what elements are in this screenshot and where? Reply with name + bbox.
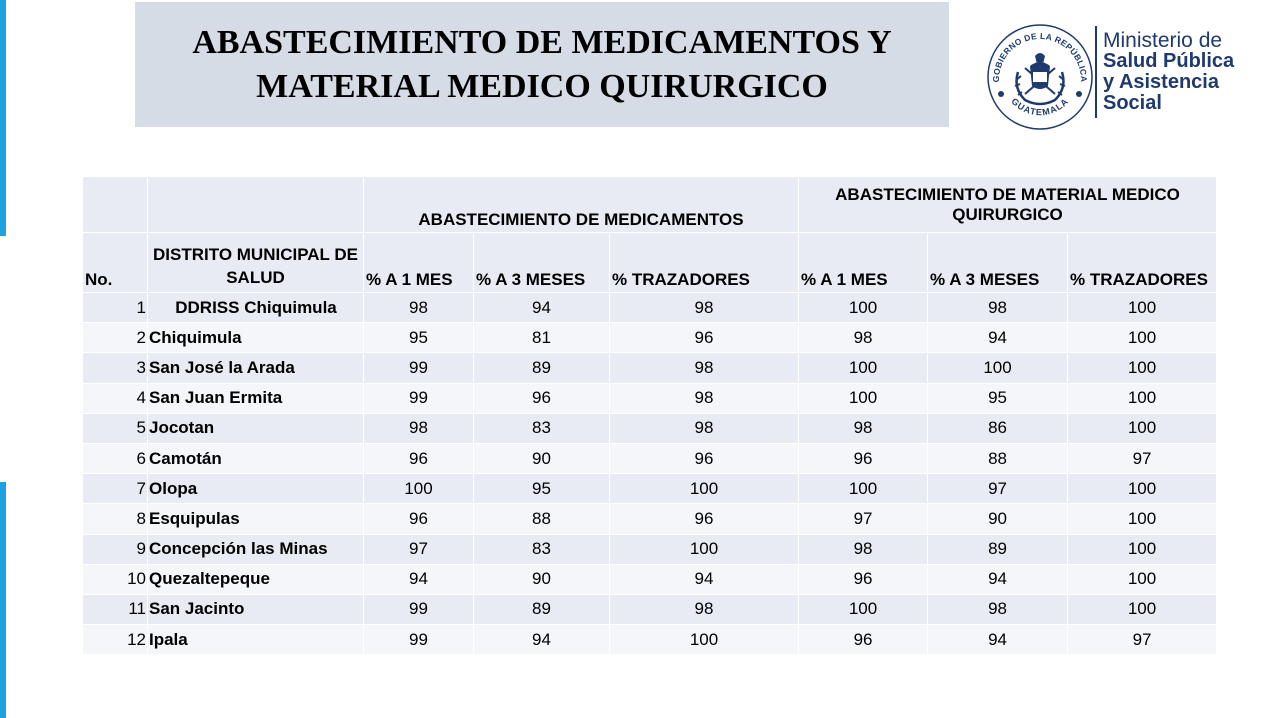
cell-distrito: San Juan Ermita (148, 383, 364, 413)
cell-med-trazadores: 98 (610, 383, 799, 413)
cell-mat-trazadores: 100 (1068, 413, 1217, 443)
cell-mat-1-mes: 98 (799, 534, 928, 564)
cell-med-trazadores: 98 (610, 293, 799, 323)
cell-distrito: Ipala (148, 625, 364, 655)
cell-med-trazadores: 96 (610, 504, 799, 534)
cell-no: 6 (83, 443, 148, 473)
cell-med-1-mes: 96 (364, 504, 474, 534)
cell-mat-1-mes: 100 (799, 474, 928, 504)
cell-no: 4 (83, 383, 148, 413)
col-header-mat-trazadores: % TRAZADORES (1068, 233, 1217, 293)
cell-med-3-meses: 81 (474, 323, 610, 353)
cell-distrito: Camotán (148, 443, 364, 473)
cell-mat-trazadores: 100 (1068, 293, 1217, 323)
column-header-row (83, 233, 1217, 293)
cell-no: 10 (83, 564, 148, 594)
cell-med-3-meses: 89 (474, 594, 610, 624)
cell-distrito: San José la Arada (148, 353, 364, 383)
ministry-line-3: y Asistencia (1103, 71, 1219, 93)
cell-mat-trazadores: 100 (1068, 323, 1217, 353)
cell-med-3-meses: 95 (474, 474, 610, 504)
table-row (83, 564, 1217, 594)
cell-med-1-mes: 99 (364, 594, 474, 624)
cell-distrito: DDRISS Chiquimula (148, 293, 364, 323)
cell-med-3-meses: 83 (474, 413, 610, 443)
col-header-mat-1-mes: % A 1 MES (799, 233, 928, 293)
col-header-mat-3-meses: % A 3 MESES (928, 233, 1068, 293)
cell-distrito: Concepción las Minas (148, 534, 364, 564)
cell-mat-trazadores: 100 (1068, 534, 1217, 564)
cell-mat-trazadores: 100 (1068, 564, 1217, 594)
cell-mat-trazadores: 100 (1068, 353, 1217, 383)
ministry-line-2: Salud Pública (1103, 50, 1235, 72)
table-row (83, 504, 1217, 534)
col-header-no: No. (83, 233, 148, 293)
cell-no: 3 (83, 353, 148, 383)
cell-mat-1-mes: 97 (799, 504, 928, 534)
cell-distrito: Chiquimula (148, 323, 364, 353)
cell-med-1-mes: 98 (364, 413, 474, 443)
cell-med-trazadores: 96 (610, 323, 799, 353)
col-header-med-3-meses: % A 3 MESES (474, 233, 610, 293)
cell-mat-3-meses: 94 (928, 323, 1068, 353)
ministry-line-4: Social (1103, 92, 1162, 114)
table-row (83, 474, 1217, 504)
cell-distrito: Jocotan (148, 413, 364, 443)
table-row (83, 625, 1217, 655)
cell-mat-1-mes: 96 (799, 564, 928, 594)
cell-med-3-meses: 94 (474, 625, 610, 655)
cell-med-trazadores: 98 (610, 594, 799, 624)
cell-mat-3-meses: 88 (928, 443, 1068, 473)
group-header-row (83, 177, 1217, 233)
cell-mat-trazadores: 97 (1068, 443, 1217, 473)
seal-top-text: GOBIERNO DE LA REPÚBLICA (990, 30, 1090, 83)
cell-mat-1-mes: 100 (799, 594, 928, 624)
cell-mat-3-meses: 94 (928, 564, 1068, 594)
cell-distrito: Quezaltepeque (148, 564, 364, 594)
cell-med-trazadores: 100 (610, 474, 799, 504)
cell-no: 11 (83, 594, 148, 624)
cell-med-1-mes: 94 (364, 564, 474, 594)
cell-mat-1-mes: 96 (799, 625, 928, 655)
cell-med-1-mes: 96 (364, 443, 474, 473)
cell-mat-1-mes: 100 (799, 353, 928, 383)
table-row (83, 383, 1217, 413)
cell-mat-trazadores: 97 (1068, 625, 1217, 655)
cell-med-3-meses: 96 (474, 383, 610, 413)
cell-med-1-mes: 99 (364, 383, 474, 413)
cell-no: 12 (83, 625, 148, 655)
group-header-material: ABASTECIMIENTO DE MATERIAL MEDICO QUIRURGICO (799, 177, 1217, 233)
cell-med-trazadores: 100 (610, 625, 799, 655)
cell-no: 9 (83, 534, 148, 564)
cell-med-3-meses: 83 (474, 534, 610, 564)
cell-med-1-mes: 97 (364, 534, 474, 564)
cell-med-3-meses: 89 (474, 353, 610, 383)
cell-mat-3-meses: 95 (928, 383, 1068, 413)
accent-bar-top (0, 0, 6, 236)
cell-mat-1-mes: 98 (799, 413, 928, 443)
col-header-med-1-mes: % A 1 MES (364, 233, 474, 293)
cell-mat-3-meses: 97 (928, 474, 1068, 504)
cell-med-trazadores: 94 (610, 564, 799, 594)
supply-table (82, 176, 1217, 655)
accent-bar-bottom (0, 482, 6, 718)
cell-med-trazadores: 100 (610, 534, 799, 564)
cell-no: 5 (83, 413, 148, 443)
cell-med-1-mes: 95 (364, 323, 474, 353)
cell-distrito: Esquipulas (148, 504, 364, 534)
cell-med-trazadores: 98 (610, 413, 799, 443)
cell-med-1-mes: 99 (364, 353, 474, 383)
table-row (83, 534, 1217, 564)
cell-med-1-mes: 99 (364, 625, 474, 655)
group-header-medicamentos: ABASTECIMIENTO DE MEDICAMENTOS (364, 177, 799, 233)
table-row (83, 413, 1217, 443)
cell-mat-1-mes: 100 (799, 383, 928, 413)
cell-med-3-meses: 90 (474, 564, 610, 594)
cell-mat-1-mes: 96 (799, 443, 928, 473)
coat-of-arms-seal-icon (985, 22, 1095, 132)
cell-mat-1-mes: 98 (799, 323, 928, 353)
cell-med-3-meses: 88 (474, 504, 610, 534)
cell-med-trazadores: 98 (610, 353, 799, 383)
table-row (83, 353, 1217, 383)
cell-mat-3-meses: 90 (928, 504, 1068, 534)
table-row (83, 443, 1217, 473)
page-title-line-2: MATERIAL MEDICO QUIRURGICO (256, 67, 828, 105)
table-row (83, 594, 1217, 624)
title-banner (135, 2, 949, 127)
empty-header-cell (83, 177, 148, 233)
table-row (83, 323, 1217, 353)
cell-no: 7 (83, 474, 148, 504)
cell-med-3-meses: 90 (474, 443, 610, 473)
cell-mat-3-meses: 94 (928, 625, 1068, 655)
page-title-line-1: ABASTECIMIENTO DE MEDICAMENTOS Y (192, 23, 892, 61)
ministry-logo (985, 22, 1250, 132)
cell-no: 1 (83, 293, 148, 323)
cell-mat-trazadores: 100 (1068, 504, 1217, 534)
cell-mat-3-meses: 86 (928, 413, 1068, 443)
cell-mat-3-meses: 89 (928, 534, 1068, 564)
cell-med-3-meses: 94 (474, 293, 610, 323)
cell-distrito: Olopa (148, 474, 364, 504)
cell-no: 8 (83, 504, 148, 534)
cell-mat-3-meses: 98 (928, 594, 1068, 624)
empty-header-cell (148, 177, 364, 233)
ministry-line-1: Ministerio de (1103, 29, 1223, 52)
cell-no: 2 (83, 323, 148, 353)
cell-mat-3-meses: 98 (928, 293, 1068, 323)
cell-med-trazadores: 96 (610, 443, 799, 473)
cell-mat-trazadores: 100 (1068, 474, 1217, 504)
cell-mat-trazadores: 100 (1068, 383, 1217, 413)
cell-mat-1-mes: 100 (799, 293, 928, 323)
cell-distrito: San Jacinto (148, 594, 364, 624)
col-header-distrito: DISTRITO MUNICIPAL DE SALUD (148, 233, 364, 293)
col-header-med-trazadores: % TRAZADORES (610, 233, 799, 293)
cell-med-1-mes: 98 (364, 293, 474, 323)
cell-med-1-mes: 100 (364, 474, 474, 504)
cell-mat-3-meses: 100 (928, 353, 1068, 383)
seal-bottom-text: GUATEMALA (1009, 96, 1071, 118)
logo-divider (1095, 26, 1097, 118)
table-row (83, 293, 1217, 323)
cell-mat-trazadores: 100 (1068, 594, 1217, 624)
ministry-wordmark (1103, 30, 1234, 114)
